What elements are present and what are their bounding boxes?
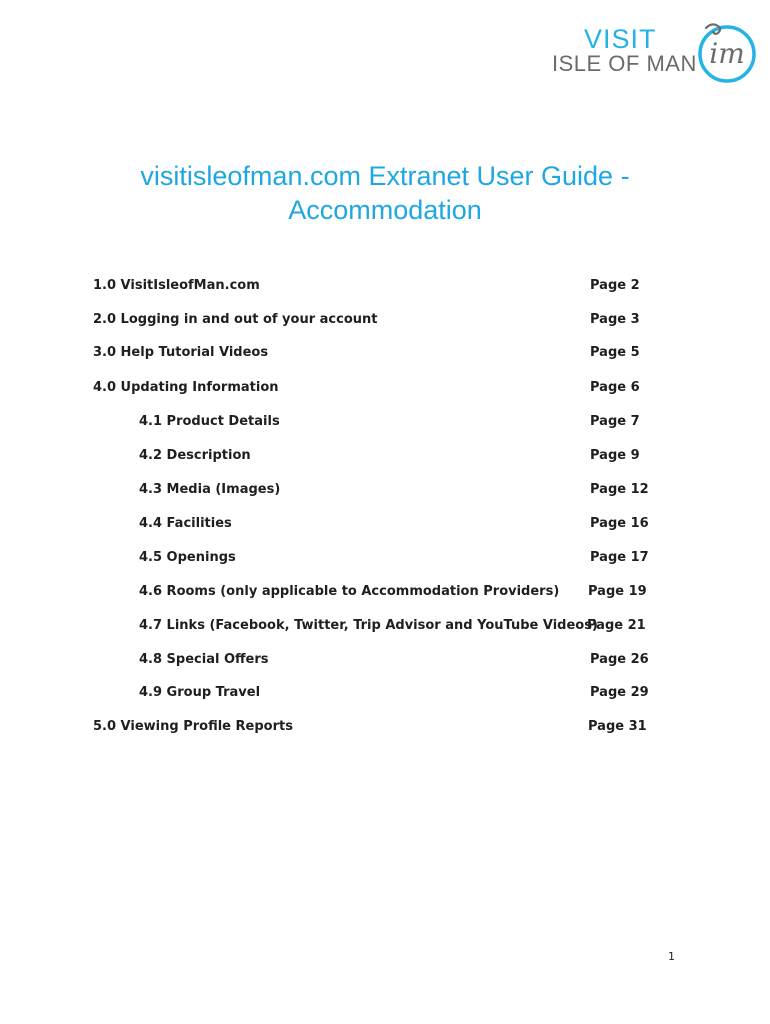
document-title-line-2: Accommodation: [288, 195, 482, 225]
toc-entry-page: Page 7: [590, 414, 640, 429]
toc-entry-label: 4.5 Openings: [139, 550, 236, 565]
toc-entry-label: 3.0 Help Tutorial Videos: [93, 345, 269, 360]
logo-badge-text: im: [709, 37, 745, 70]
toc-entry-page: Page 3: [590, 312, 640, 327]
toc-entry-page: Page 26: [590, 652, 649, 667]
page-number: 1: [668, 950, 675, 963]
toc-entry-label: 4.2 Description: [139, 448, 251, 463]
toc-entry-page: Page 19: [588, 584, 647, 599]
toc-entry-page: Page 29: [590, 685, 649, 700]
toc-entry-page: Page 21: [587, 618, 646, 633]
toc-entry-page: Page 16: [590, 516, 649, 531]
toc-entry-page: Page 17: [590, 550, 649, 565]
toc-entry-label: 4.3 Media (Images): [139, 482, 281, 497]
toc-entry-label: 2.0 Logging in and out of your account: [93, 312, 378, 327]
toc-entry-page: Page 31: [588, 719, 647, 734]
toc-entry-label: 4.4 Facilities: [139, 516, 232, 531]
toc-entry-label: 4.7 Links (Facebook, Twitter, Trip Advisor and YouTube Videos): [139, 618, 598, 633]
visit-isle-of-man-logo: [548, 18, 758, 84]
toc-entry-label: 4.8 Special Offers: [139, 652, 269, 667]
toc-entry-page: Page 5: [590, 345, 640, 360]
toc-entry-label: 5.0 Viewing Profile Reports: [93, 719, 293, 734]
logo-im-badge-icon: [694, 18, 758, 84]
toc-entry-page: Page 12: [590, 482, 649, 497]
toc-entry-page: Page 9: [590, 448, 640, 463]
toc-entry-page: Page 2: [590, 278, 640, 293]
toc-entry-label: 4.6 Rooms (only applicable to Accommodation Providers): [139, 584, 560, 599]
toc-entry-label: 4.1 Product Details: [139, 414, 280, 429]
toc-entry-label: 1.0 VisitIsleofMan.com: [93, 278, 260, 293]
toc-entry-label: 4.0 Updating Information: [93, 380, 279, 395]
document-title-line-1: visitisleofman.com Extranet User Guide -: [140, 161, 630, 191]
toc-entry-page: Page 6: [590, 380, 640, 395]
logo-isle-of-man-text: ISLE OF MAN: [552, 51, 697, 76]
toc-entry-label: 4.9 Group Travel: [139, 685, 261, 700]
logo-visit-text: VISIT: [584, 24, 657, 54]
